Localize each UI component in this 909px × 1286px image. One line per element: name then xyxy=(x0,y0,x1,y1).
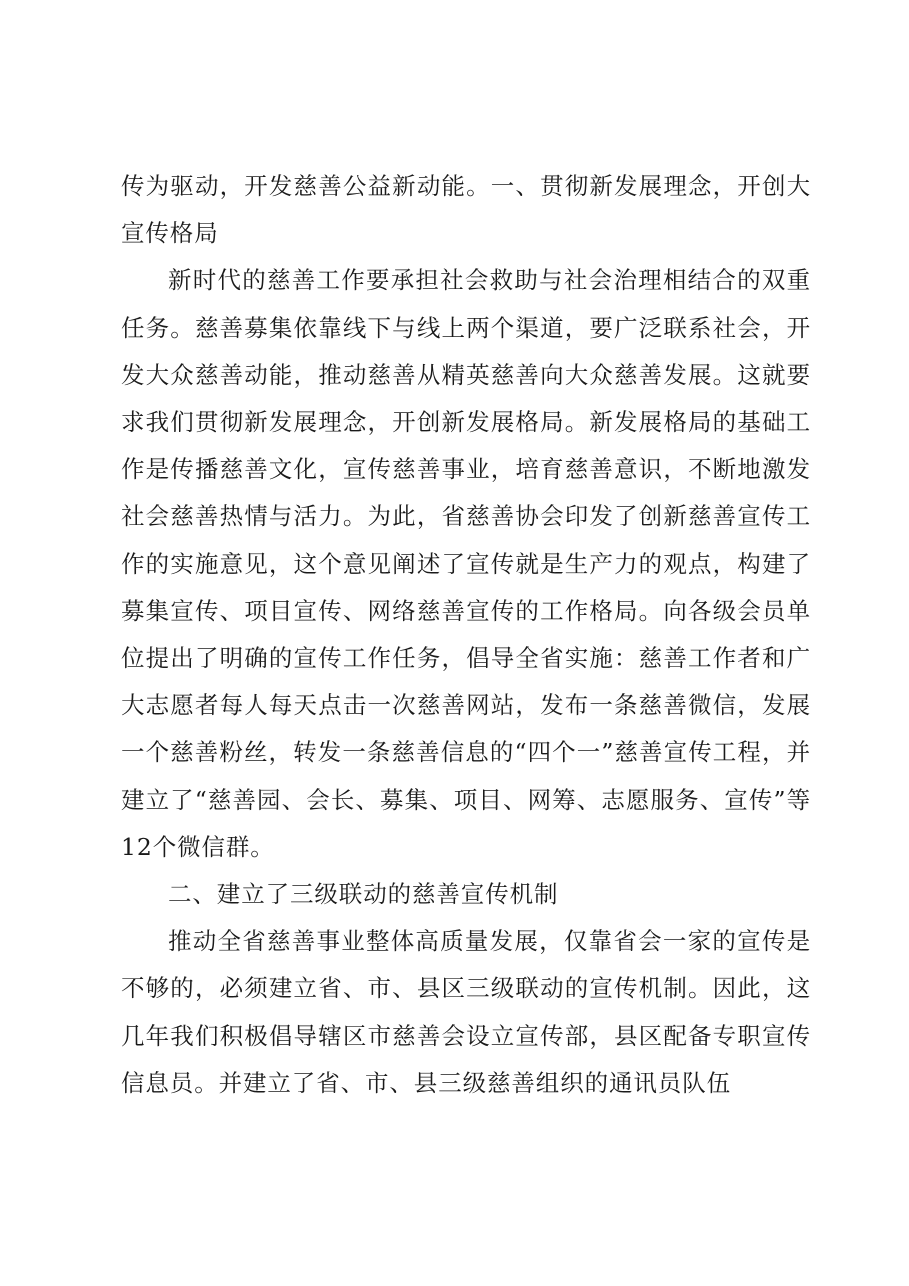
paragraph-continuation: 传为驱动，开发慈善公益新动能。一、贯彻新发展理念，开创大宣传格局 xyxy=(121,172,811,248)
paragraph-three-level-mechanism: 推动全省慈善事业整体高质量发展，仅靠省会一家的宣传是不够的，必须建立省、市、县区三级联动的宣传机制。因此，这几年我们积极倡导辖区市慈善会设立宣传部，县区配备专职宣传信息员。并建立了省、市、县三级慈善组织的通讯员队伍 xyxy=(121,927,811,1097)
document-body xyxy=(121,163,811,1107)
section-heading-two: 二、建立了三级联动的慈善宣传机制 xyxy=(168,880,559,909)
paragraph-new-era-charity: 新时代的慈善工作要承担社会救助与社会治理相结合的双重任务。慈善募集依靠线下与线上两个渠道，要广泛联系社会，开发大众慈善动能，推动慈善从精英慈善向大众慈善发展。这就要求我们贯彻新发展理念，开创新发展格局。新发展格局的基础工作是传播慈善文化，宣传慈善事业，培育慈善意识，不断地激发社会慈善热情与活力。为此，省慈善协会印发了创新慈善宣传工作的实施意见，这个意见阐述了宣传就是生产力的观点，构建了募集宣传、项目宣传、网络慈善宣传的工作格局。向各级会员单位提出了明确的宣传工作任务，倡导全省实施：慈善工作者和广大志愿者每人每天点击一次慈善网站，发布一条慈善微信，发展一个慈善粉丝，转发一条慈善信息的“四个一”慈善宣传工程，并建立了“慈善园、会长、募集、项目、网筹、志愿服务、宣传”等12个微信群。 xyxy=(121,266,811,861)
